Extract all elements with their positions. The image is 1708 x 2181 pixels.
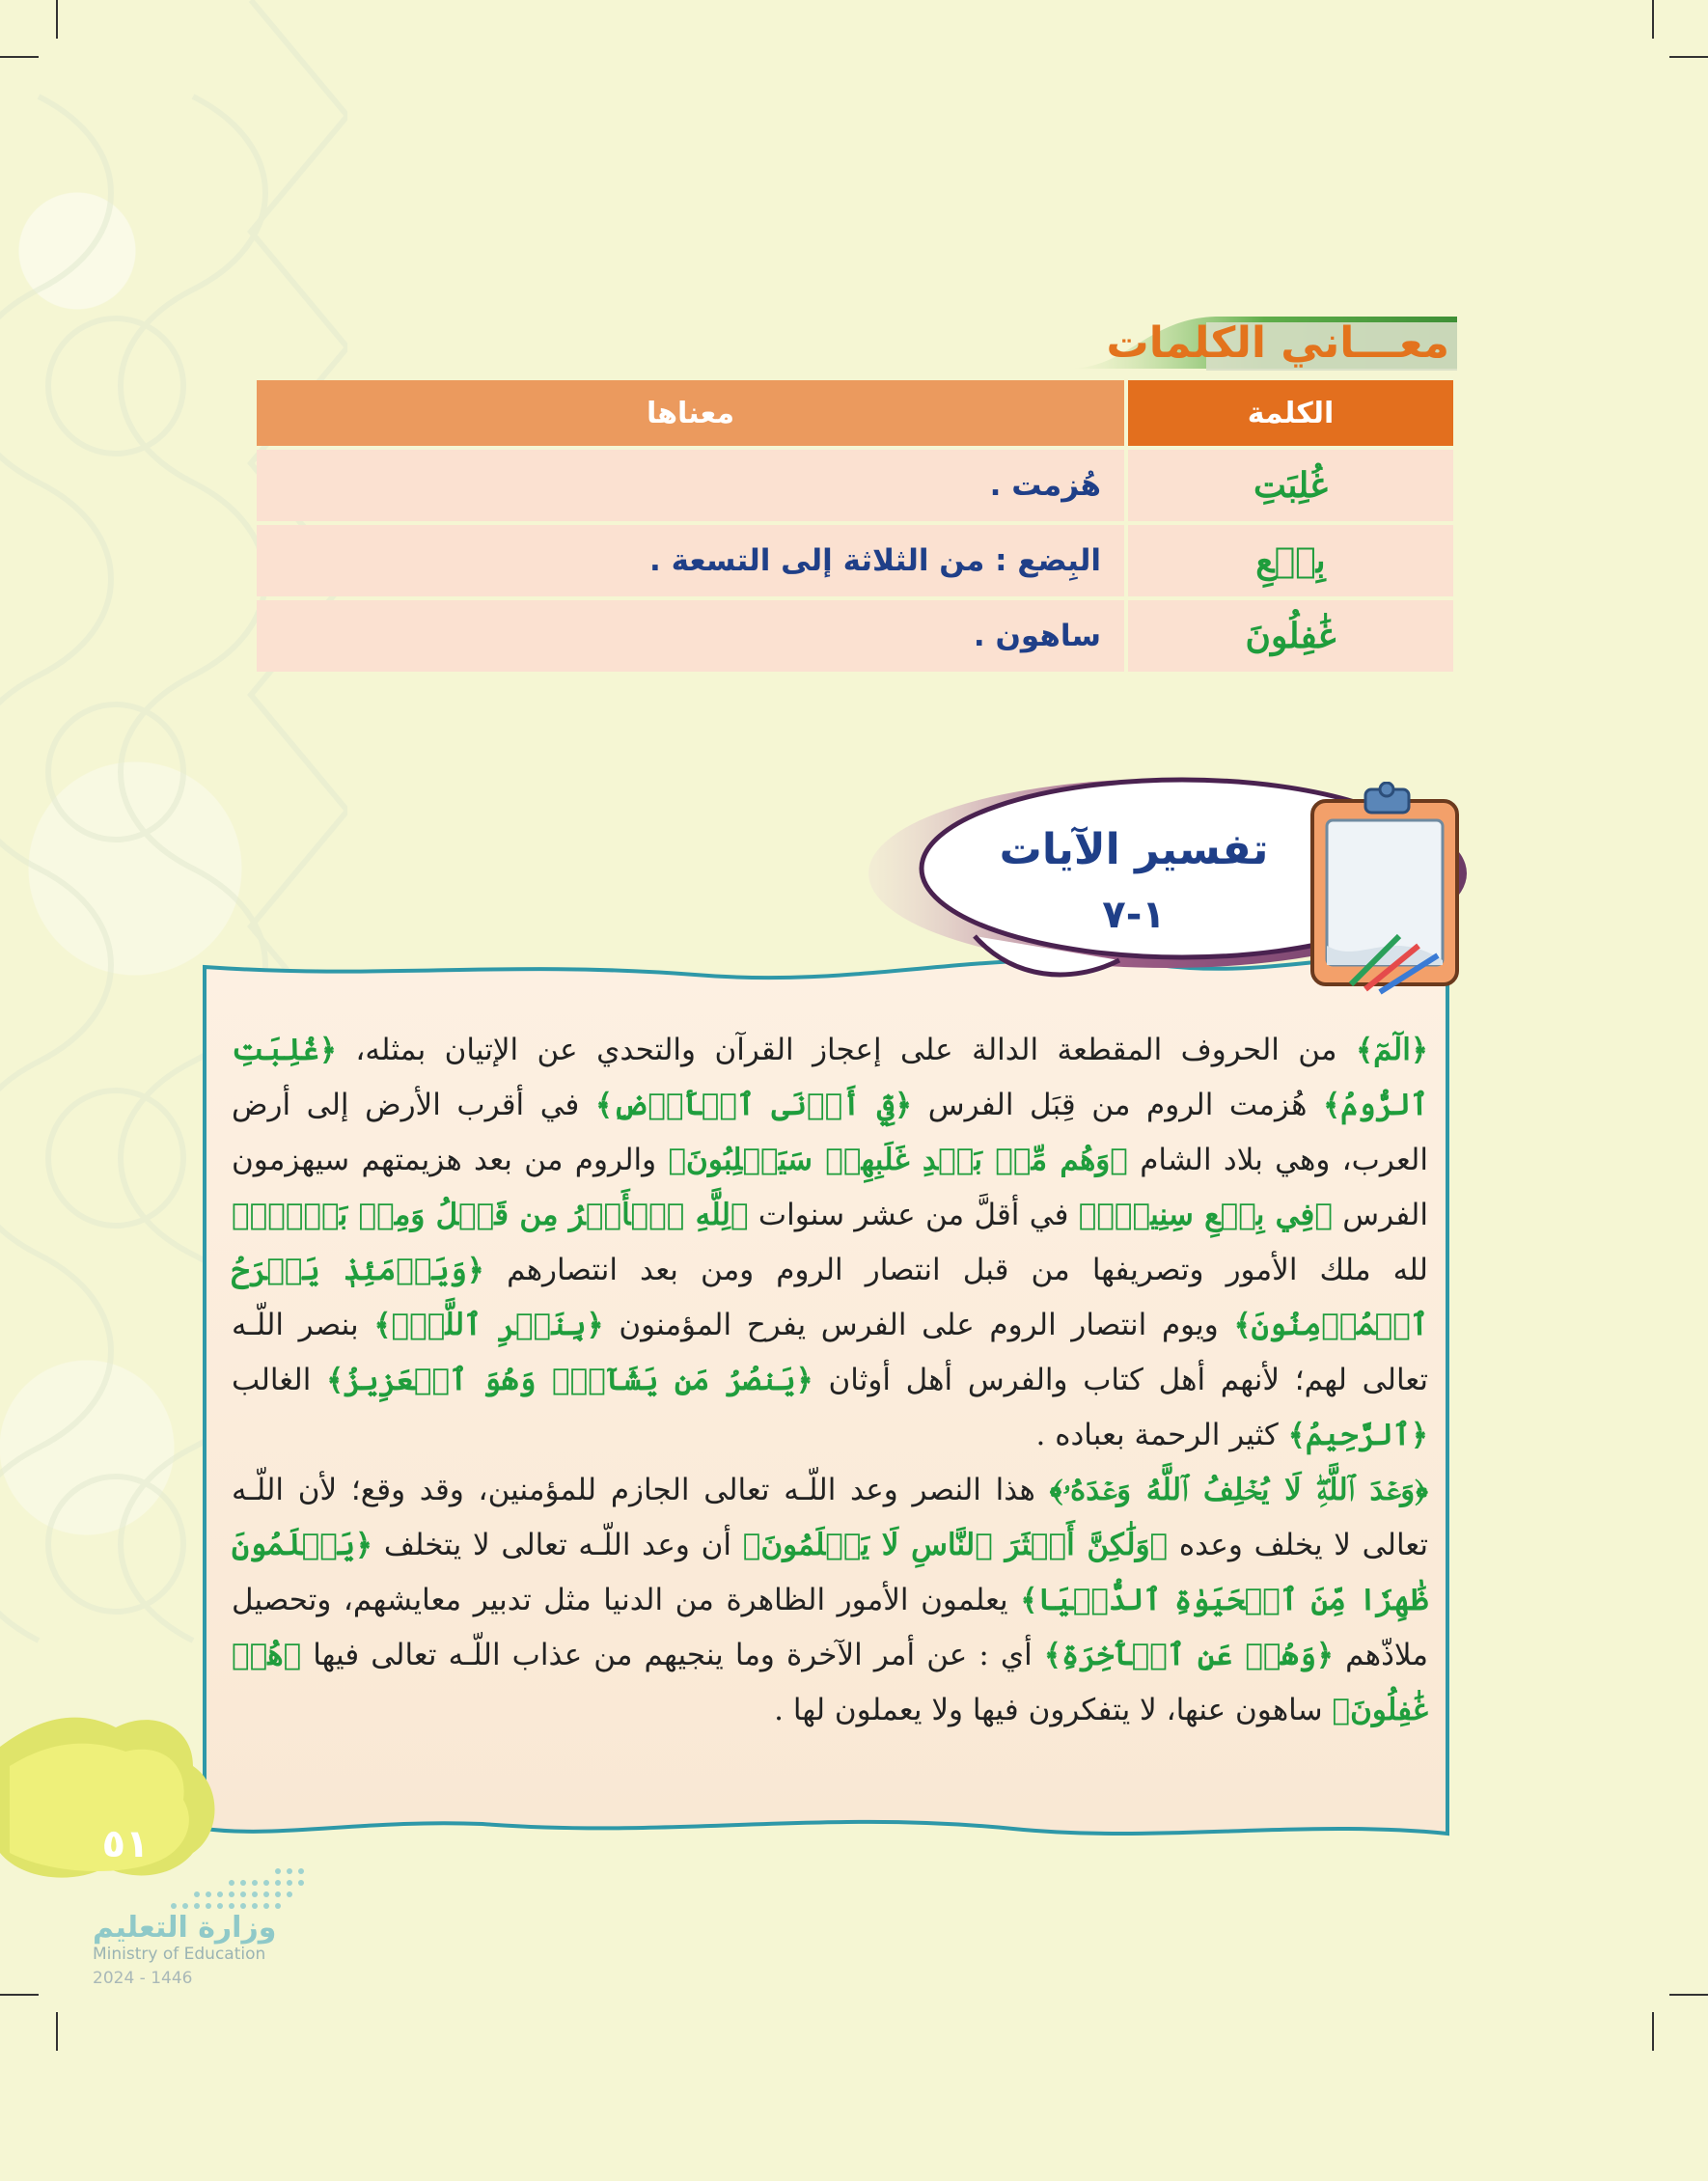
tafsir-paragraph-2: [232, 1463, 1428, 1738]
vocabulary-table: [253, 376, 1457, 676]
explanation-text: بنصر اللّـه تعالى لهم؛ لأنهم أهل كتاب والفرس أهل أوثان: [232, 1308, 1428, 1397]
table-header-row: [257, 380, 1453, 446]
quran-bracket-close: ﴾: [326, 1363, 344, 1397]
quran-bracket-close: ﴾: [594, 1088, 614, 1122]
quran-bracket-open: ﴿: [466, 1253, 484, 1287]
vocabulary-heading: معـــاني الكلمات: [1106, 318, 1449, 368]
explanation-text: أن وعد اللّـه تعالى لا يتخلف: [372, 1528, 743, 1562]
vocab-meaning: ساهون .: [257, 600, 1124, 672]
crop-mark: [1652, 2012, 1654, 2051]
quran-bracket-close: ﴾: [373, 1308, 392, 1342]
quran-verse: يَنصُرُ مَن يَشَآءُۖ وَهُوَ ٱلۡعَزِيزُ: [344, 1363, 796, 1397]
quran-bracket-close: ﴾: [1049, 1473, 1063, 1507]
quran-bracket-open: ﴿: [795, 1363, 813, 1397]
page-number: ٥١: [101, 1822, 150, 1866]
quran-bracket-open: ﴿: [1415, 1473, 1428, 1507]
quran-verse: فِي بِضۡعِ سِنِينَۗ: [1096, 1198, 1315, 1232]
crop-mark: [56, 2012, 58, 2051]
quran-verse: وَعۡدَ ٱللَّهِۖ لَا يُخۡلِفُ ٱللَّهُ وَعۡدَهُۥ: [1062, 1473, 1416, 1507]
crop-mark: [0, 1994, 39, 1996]
vocab-meaning: هُزمت .: [257, 450, 1124, 521]
quran-bracket-close: ﴾: [1078, 1198, 1097, 1232]
quran-bracket-close: ﴾: [1323, 1088, 1341, 1122]
tafsir-body: [232, 1023, 1428, 1738]
quran-verse: ٱلرَّحِيمُ: [1305, 1418, 1411, 1452]
quran-bracket-open: ﴿: [283, 1638, 302, 1672]
quran-bracket-close: ﴾: [1020, 1583, 1038, 1617]
quran-bracket-close: ﴾: [1332, 1693, 1351, 1727]
explanation-text: والروم من بعد هزيمتهم سيهزمون الفرس: [232, 1143, 1428, 1232]
crop-mark: [1669, 1994, 1708, 1996]
quran-verse: وَهُم مِّنۢ بَعۡدِ غَلَبِهِمۡ سَيَغۡلِبُونَ: [686, 1143, 1111, 1177]
quran-bracket-open: ﴿: [1314, 1198, 1333, 1232]
explanation-text: هُزمت الروم من قِبَل الفرس: [912, 1088, 1323, 1122]
edition-year: 2024 - 1446: [93, 1969, 193, 1988]
tafsir-paragraph-1: [232, 1023, 1428, 1463]
column-header-meaning: معناها: [257, 380, 1124, 446]
quran-verse: وَلَٰكِنَّ أَكۡثَرَ ٱلنَّاسِ لَا يَعۡلَمُونَ: [760, 1528, 1150, 1562]
quran-bracket-open: ﴿: [1410, 1033, 1428, 1067]
tafsir-title: تفسير الآيات: [999, 825, 1269, 874]
quran-verse: بِنَصۡرِ ٱللَّهِۚ: [391, 1308, 587, 1342]
quran-bracket-open: ﴿: [1149, 1528, 1169, 1562]
tafsir-verse-range: ١-٧: [1102, 893, 1166, 937]
quran-verse: وَهُمۡ عَنِ ٱلۡأٓخِرَةِ: [1061, 1638, 1316, 1672]
quran-bracket-close: ﴾: [232, 1198, 250, 1232]
quran-bracket-close: ﴾: [1355, 1033, 1374, 1067]
ministry-name-english: Ministry of Education: [93, 1945, 266, 1964]
table-row: [257, 525, 1453, 596]
quran-verse: غُلِبَتِ ٱلرُّومُ: [232, 1033, 1428, 1122]
quran-bracket-close: ﴾: [668, 1143, 687, 1177]
explanation-text: في أقلَّ من عشر سنوات: [748, 1198, 1079, 1232]
explanation-text: لله ملك الأمور وتصريفها من قبل انتصار الروم ومن بعد انتصارهم: [483, 1253, 1428, 1287]
quran-verse: الٓمٓ: [1373, 1033, 1411, 1067]
explanation-text: ساهون عنها، لا يتفكرون فيها ولا يعملون لها .: [774, 1693, 1333, 1727]
ministry-name-arabic: وزارة التعليم: [93, 1911, 277, 1945]
vocab-word: غَٰفِلُونَ: [1128, 600, 1453, 672]
vocab-meaning: البِضع : من الثلاثة إلى التسعة .: [257, 525, 1124, 596]
quran-verse: فِيٓ أَدۡنَى ٱلۡأَرۡضِ: [613, 1088, 895, 1122]
crop-mark: [56, 0, 58, 39]
crop-mark: [1652, 0, 1654, 39]
crop-mark: [1669, 56, 1708, 58]
explanation-text: هذا النصر وعد اللّـه تعالى الجازم للمؤمنين، وقد وقع؛ لأن اللّـه تعالى لا يخلف وعده: [232, 1473, 1428, 1562]
quran-bracket-close: ﴾: [742, 1528, 761, 1562]
explanation-text: أي : عن أمر الآخرة وما ينجيهم من عذاب اللّـه تعالى فيها: [301, 1638, 1044, 1672]
quran-verse: لِلَّهِ ٱلۡأَمۡرُ مِن قَبۡلُ وَمِنۢ بَعۡدُۚ: [249, 1198, 730, 1232]
table-row: [257, 600, 1453, 672]
quran-bracket-open: ﴿: [1410, 1418, 1428, 1452]
quran-bracket-open: ﴿: [895, 1088, 913, 1122]
quran-verse: يَعۡلَمُونَ ظَٰهِرٗا مِّنَ ٱلۡحَيَوٰةِ ٱلدُّنۡيَا: [232, 1528, 1428, 1617]
quran-bracket-close: ﴾: [1287, 1418, 1306, 1452]
explanation-text: الغالب: [232, 1363, 327, 1397]
crop-mark: [0, 56, 39, 58]
column-header-word: الكلمة: [1128, 380, 1453, 446]
table-row: [257, 450, 1453, 521]
quran-bracket-close: ﴾: [1233, 1308, 1252, 1342]
explanation-text: من الحروف المقطعة الدالة على إعجاز القرآن والتحدي عن الإتيان بمثله،: [337, 1033, 1356, 1067]
quran-bracket-open: ﴿: [355, 1528, 373, 1562]
vocab-word: غُلِبَتِ: [1128, 450, 1453, 521]
quran-verse: وَيَوۡمَئِذٖ يَفۡرَحُ ٱلۡمُؤۡمِنُونَ: [232, 1253, 1429, 1342]
explanation-text: يعلمون الأمور الظاهرة من الدنيا مثل تدبير معايشهم، وتحصيل ملاذّهم: [232, 1583, 1428, 1672]
explanation-text: كثير الرحمة بعباده .: [1035, 1418, 1288, 1452]
quran-bracket-open: ﴿: [1315, 1638, 1335, 1672]
explanation-text: ويوم انتصار الروم على الفرس يفرح المؤمنون: [603, 1308, 1234, 1342]
quran-bracket-open: ﴿: [586, 1308, 604, 1342]
quran-bracket-open: ﴿: [730, 1198, 749, 1232]
quran-bracket-close: ﴾: [1043, 1638, 1061, 1672]
ministry-logo-dots: [164, 1867, 318, 1916]
clipboard-icon: [1283, 782, 1476, 1013]
vocabulary-header: [1071, 309, 1457, 376]
quran-verse: هُمۡ غَٰفِلُونَ: [232, 1638, 1428, 1727]
quran-bracket-open: ﴿: [318, 1033, 337, 1067]
quran-bracket-open: ﴿: [1110, 1143, 1128, 1177]
explanation-text: في أقرب الأرض إلى أرض العرب، وهي بلاد الشام: [232, 1088, 1428, 1177]
vocab-word: بِضۡعِ: [1128, 525, 1453, 596]
